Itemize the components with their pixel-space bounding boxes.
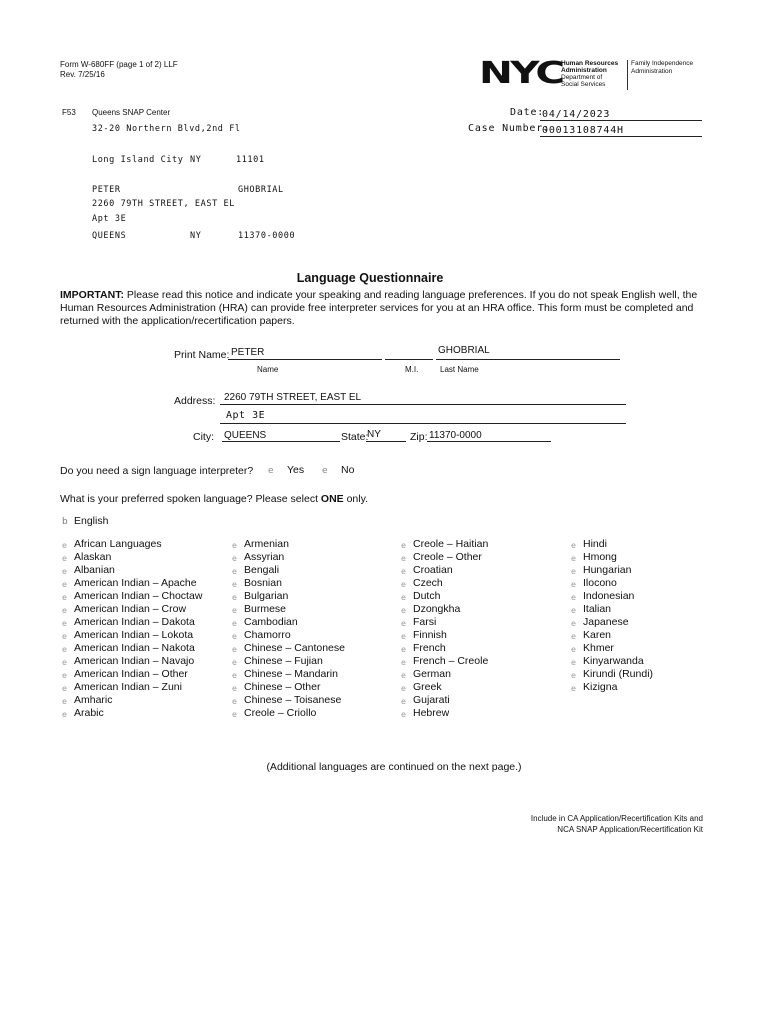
language-option[interactable] [62,538,202,551]
language-option[interactable] [401,681,488,694]
language-label: Amharic [74,694,113,706]
language-option[interactable] [62,668,202,681]
language-option[interactable] [62,642,202,655]
date-value: 04/14/2023 [542,109,611,120]
language-option[interactable] [401,590,488,603]
date-label: Date: [510,107,545,118]
language-radio[interactable]: e [571,671,576,680]
notice-text: Please read this notice and indicate your speaking and reading language preferences. If you do not speak English well, the Human Resources Administration (HRA) can provide free interpreter services for you at an HRA office. This form must be completed and returned with the application/recertification papers. [60,289,698,327]
language-label: Farsi [413,616,437,628]
address-line1-underline [220,404,626,405]
language-label: Dzongkha [413,603,461,615]
language-radio[interactable]: e [571,541,576,550]
language-radio[interactable]: e [232,697,237,706]
mailing-last-name: GHOBRIAL [238,185,284,195]
language-label: Alaskan [74,551,112,563]
language-radio[interactable]: e [571,645,576,654]
language-label: American Indian – Dakota [74,616,195,628]
language-radio[interactable]: e [401,619,406,628]
language-option[interactable] [62,694,202,707]
nyc-wordmark: NYC [479,56,563,91]
language-option[interactable] [62,564,202,577]
sign-language-question: Do you need a sign language interpreter? [60,465,254,477]
first-name-underline [228,359,382,360]
language-radio[interactable]: e [62,580,67,589]
form-revision: Rev. 7/25/16 [60,70,105,79]
language-radio[interactable]: e [401,697,406,706]
language-column-3 [401,538,488,720]
language-option[interactable] [401,655,488,668]
language-radio[interactable]: e [232,567,237,576]
preferred-question-post: only. [343,493,368,505]
zip-underline [427,441,551,442]
language-radio[interactable]: e [62,619,67,628]
agency-line3: Department of [561,74,603,81]
continued-note: (Additional languages are continued on the next page.) [266,761,522,773]
language-option[interactable] [571,668,653,681]
state-label: State: [341,431,369,443]
division-name [631,60,693,76]
language-label: Bulgarian [244,590,289,602]
agency-line1: Human Resources [561,60,619,67]
language-radio[interactable]: e [401,645,406,654]
mi-caption: M.I. [405,365,419,374]
language-option[interactable] [401,694,488,707]
language-radio[interactable]: e [571,658,576,667]
sign-language-no-label: No [341,464,355,476]
language-label: Indonesian [583,590,635,602]
important-notice [60,289,702,328]
language-radio[interactable]: e [232,619,237,628]
language-radio[interactable]: e [232,658,237,667]
language-option[interactable] [401,538,488,551]
language-option[interactable] [62,655,202,668]
zip-label: Zip: [410,431,428,443]
division-line2: Administration [631,68,673,75]
office-code: F53 [62,108,76,117]
language-radio[interactable]: e [62,645,67,654]
language-radio[interactable]: e [232,710,237,719]
language-label: Bosnian [244,577,282,589]
language-radio[interactable]: e [62,710,67,719]
language-option[interactable] [571,681,653,694]
language-label: Kizigna [583,681,618,693]
language-label: American Indian – Lokota [74,629,194,641]
state-field[interactable]: NY [367,429,381,440]
language-label: Greek [413,681,442,693]
language-radio[interactable]: e [232,554,237,563]
language-label: Khmer [583,642,614,654]
last-name-underline [436,359,620,360]
form-id: Form W-680FF (page 1 of 2) LLF [60,60,178,69]
language-label: Croatian [413,564,453,576]
language-option[interactable] [401,668,488,681]
language-option[interactable] [232,603,345,616]
language-label: Czech [413,577,443,589]
language-label: American Indian – Navajo [74,655,195,667]
language-radio[interactable]: e [232,580,237,589]
language-radio[interactable]: e [232,541,237,550]
mailing-apt: Apt 3E [92,214,127,224]
language-label: Albanian [74,564,115,576]
language-option[interactable] [571,551,653,564]
language-label: Karen [583,629,612,641]
case-number-value: 00013108744H [542,125,624,136]
language-label: Chinese – Mandarin [244,668,338,680]
language-label: Burmese [244,603,287,615]
name-caption: Name [257,365,279,374]
state-underline [366,441,406,442]
language-option[interactable] [232,668,345,681]
language-radio[interactable]: e [62,593,67,602]
language-option[interactable] [232,707,345,720]
language-option[interactable] [571,642,653,655]
preferred-question-pre: What is your preferred spoken language? Please select [60,493,321,505]
address-label: Address: [174,395,216,407]
language-option[interactable] [401,564,488,577]
language-radio[interactable]: e [62,541,67,550]
language-label: Japanese [583,616,629,628]
language-option[interactable] [62,603,202,616]
language-radio[interactable]: e [401,632,406,641]
language-label: Creole – Other [413,551,482,563]
language-option[interactable] [571,655,653,668]
case-number-label: Case Number: [468,123,550,134]
city-label: City: [193,431,214,443]
language-label: American Indian – Other [74,668,188,680]
language-column-2 [232,538,345,720]
language-radio[interactable]: e [401,554,406,563]
language-radio[interactable]: e [62,554,67,563]
division-line1: Family Independence [631,60,694,67]
language-label: Hungarian [583,564,632,576]
language-option[interactable] [232,538,345,551]
language-radio[interactable]: e [571,554,576,563]
language-option[interactable] [232,590,345,603]
address-line1-field[interactable]: 2260 79TH STREET, EAST EL [224,392,362,403]
language-label: Hmong [583,551,617,563]
language-column-4 [571,538,653,694]
language-option[interactable] [571,577,653,590]
sign-language-no-radio[interactable]: e [322,466,328,476]
language-label: German [413,668,451,680]
language-label: Creole – Haitian [413,538,489,550]
language-radio[interactable]: e [401,593,406,602]
language-option[interactable] [62,616,202,629]
language-option[interactable] [232,655,345,668]
language-label: Hebrew [413,707,450,719]
language-label: American Indian – Choctaw [74,590,203,602]
language-radio[interactable]: e [401,671,406,680]
language-option[interactable] [232,551,345,564]
language-radio[interactable]: e [571,632,576,641]
language-option[interactable] [401,577,488,590]
english-radio-selected[interactable]: b [62,517,68,527]
mailing-first-name: PETER [92,185,121,195]
last-name-caption: Last Name [440,365,479,374]
city-field[interactable]: QUEENS [224,430,267,441]
language-radio[interactable]: e [62,684,67,693]
office-street: 32-20 Northern Blvd,2nd Fl [92,124,241,134]
city-underline [222,441,340,442]
mailing-state: NY [190,231,202,241]
language-radio[interactable]: e [62,671,67,680]
language-label: Arabic [74,707,104,719]
language-radio[interactable]: e [571,619,576,628]
footer-line2: NCA SNAP Application/Recertification Kit [557,825,703,834]
language-label: Dutch [413,590,441,602]
language-option[interactable] [401,629,488,642]
preferred-question-bold: ONE [320,493,344,505]
language-option[interactable] [232,616,345,629]
office-name: Queens SNAP Center [92,108,171,117]
language-label: Assyrian [244,551,285,563]
agency-line4: Social Services [561,81,606,88]
language-label: Chinese – Fujian [244,655,323,667]
language-radio[interactable]: e [401,658,406,667]
first-name-field[interactable]: PETER [231,347,265,358]
case-number-underline [540,136,702,137]
language-option[interactable] [401,551,488,564]
language-option[interactable] [571,538,653,551]
language-option[interactable] [62,707,202,720]
language-option[interactable] [401,616,488,629]
language-option[interactable] [232,681,345,694]
office-state: NY [190,155,202,165]
language-option[interactable] [232,564,345,577]
zip-field[interactable]: 11370-0000 [429,430,482,441]
language-label: Italian [583,603,612,615]
language-label: Chamorro [244,629,291,641]
language-radio[interactable]: e [232,632,237,641]
agency-line2: Administration [561,67,607,74]
language-option[interactable] [571,590,653,603]
language-radio[interactable]: e [62,632,67,641]
language-option[interactable] [571,564,653,577]
language-label: Finnish [413,629,447,641]
language-label: Creole – Criollo [244,707,317,719]
language-radio[interactable]: e [232,645,237,654]
language-label: Ilocono [583,577,617,589]
language-radio[interactable]: e [62,606,67,615]
agency-name [561,60,618,88]
language-label: Chinese – Cantonese [244,642,345,654]
mailing-city: QUEENS [92,231,127,241]
language-label: Cambodian [244,616,298,628]
language-label: French [413,642,446,654]
sign-language-yes-radio[interactable]: e [268,466,274,476]
language-radio[interactable]: e [571,606,576,615]
mailing-zip: 11370-0000 [238,231,296,241]
notice-bold: IMPORTANT: [60,289,124,301]
language-radio[interactable]: e [232,684,237,693]
address-line2-underline [220,423,626,424]
language-option[interactable] [62,551,202,564]
language-radio[interactable]: e [401,580,406,589]
language-radio[interactable]: e [401,541,406,550]
logo-divider [627,60,628,90]
language-label: Kinyarwanda [583,655,644,667]
last-name-field[interactable]: GHOBRIAL [438,345,490,356]
preferred-language-question [60,493,368,505]
footer-line1: Include in CA Application/Recertification Kits and [530,814,703,823]
language-radio[interactable]: e [232,671,237,680]
office-zip: 11101 [236,155,265,165]
language-label: African Languages [74,538,162,550]
language-option[interactable] [232,629,345,642]
language-option[interactable] [62,629,202,642]
language-radio[interactable]: e [62,658,67,667]
date-underline [540,120,702,121]
language-label: Hindi [583,538,607,550]
language-label: American Indian – Zuni [74,681,182,693]
language-radio[interactable]: e [401,567,406,576]
print-name-label: Print Name: [174,349,230,361]
language-column-1 [62,538,202,720]
language-option[interactable] [401,707,488,720]
language-radio[interactable]: e [232,606,237,615]
language-option[interactable] [401,603,488,616]
language-label: French – Creole [413,655,489,667]
language-radio[interactable]: e [232,593,237,602]
page-title: Language Questionnaire [296,271,444,285]
language-option[interactable] [571,603,653,616]
language-label: Gujarati [413,694,450,706]
language-option[interactable] [571,616,653,629]
language-option[interactable] [232,577,345,590]
language-radio[interactable]: e [401,684,406,693]
language-option[interactable] [401,642,488,655]
language-option[interactable] [62,577,202,590]
language-radio[interactable]: e [62,697,67,706]
mailing-street: 2260 79TH STREET, EAST EL [92,199,235,209]
language-label: Bengali [244,564,280,576]
language-radio[interactable]: e [571,593,576,602]
language-label: Kirundi (Rundi) [583,668,654,680]
language-label: Chinese – Other [244,681,321,693]
language-label: American Indian – Apache [74,577,197,589]
language-radio[interactable]: e [401,710,406,719]
language-radio[interactable]: e [571,567,576,576]
language-option[interactable] [571,629,653,642]
sign-language-yes-label: Yes [287,464,305,476]
address-line2-field[interactable]: Apt 3E [226,410,266,421]
language-radio[interactable]: e [571,580,576,589]
language-radio[interactable]: e [571,684,576,693]
mi-underline [385,359,433,360]
language-label: Armenian [244,538,289,550]
language-option[interactable] [62,590,202,603]
language-option[interactable] [232,642,345,655]
language-label: Chinese – Toisanese [244,694,342,706]
language-radio[interactable]: e [62,567,67,576]
language-radio[interactable]: e [401,606,406,615]
language-label: American Indian – Crow [74,603,187,615]
language-option[interactable] [62,681,202,694]
office-city: Long Island City [92,155,184,165]
english-option-label: English [74,515,109,527]
language-label: American Indian – Nakota [74,642,195,654]
language-option[interactable] [232,694,345,707]
